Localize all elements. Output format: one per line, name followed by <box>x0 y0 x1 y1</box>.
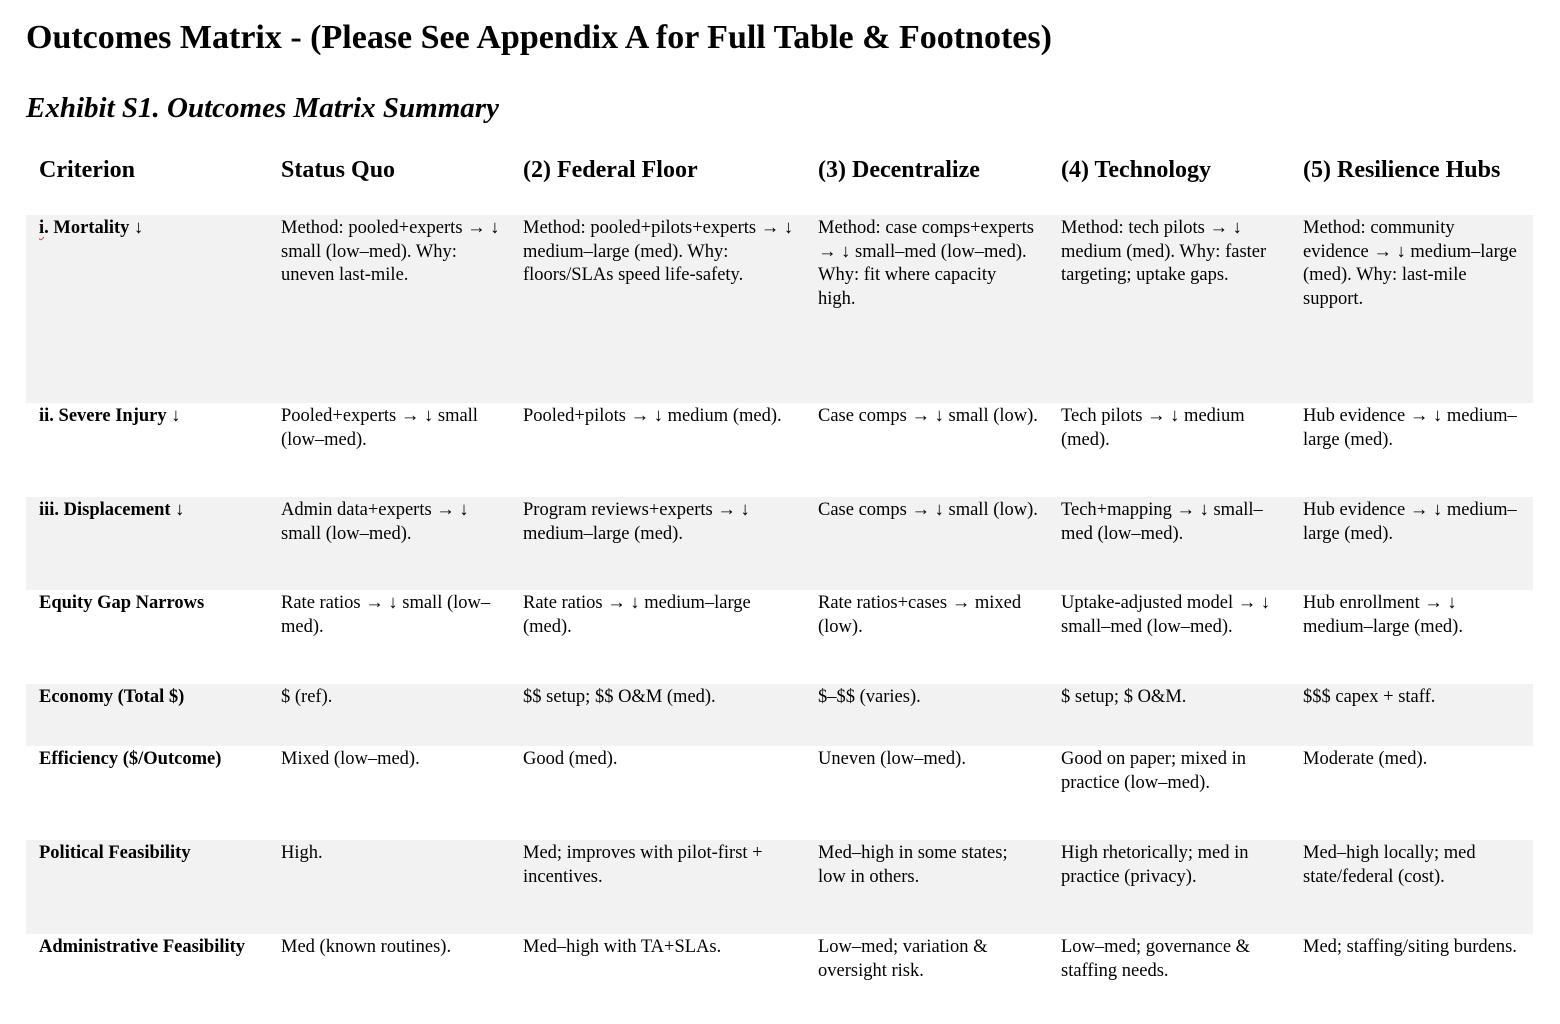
table-cell: Pooled+experts → ↓ small (low–med). <box>281 406 478 450</box>
table-cell: Method: pooled+experts → ↓ small (low–med). Why: uneven last-mile. <box>268 215 510 403</box>
table-cell: Tech pilots → ↓ medium (med). <box>1061 406 1245 450</box>
table-cell: Method: pooled+pilots+experts → ↓ medium–large (med). Why: floors/SLAs speed life-safety. <box>510 215 805 403</box>
table-row <box>26 840 1533 934</box>
header-federal-floor: (2) Federal Floor <box>523 157 698 183</box>
table-cell: Med–high in some states; low in others. <box>805 840 1048 934</box>
table-cell: $$ setup; $$ O&M (med). <box>510 684 805 746</box>
outcomes-matrix-table <box>26 140 1533 1014</box>
table-cell: Hub evidence → ↓ medium–large (med). <box>1290 497 1533 590</box>
spacer-row <box>26 201 1533 215</box>
table-cell: Method: community evidence → ↓ medium–large (med). Why: last-mile support. <box>1290 215 1533 403</box>
table-cell: Rate ratios → ↓ small (low–med). <box>281 593 491 637</box>
criterion-text: . Mortality ↓ <box>44 218 144 238</box>
criterion-cell: ii. Severe Injury ↓ <box>39 406 181 426</box>
table-row <box>26 746 1533 840</box>
table-cell: Rate ratios+cases → mixed (low). <box>818 593 1022 637</box>
table-cell: Tech+mapping → ↓ small–med (low–med). <box>1048 497 1290 590</box>
table-cell: $ setup; $ O&M. <box>1048 684 1290 746</box>
table-row <box>26 590 1533 684</box>
table-row <box>26 934 1533 1014</box>
table-cell: Rate ratios → ↓ medium–large (med). <box>523 593 751 637</box>
table-cell: Case comps → ↓ small (low). <box>805 497 1048 590</box>
table-cell: Med; improves with pilot-first + incentives. <box>510 840 805 934</box>
criterion-cell: Political Feasibility <box>26 840 268 934</box>
table-header-row <box>26 140 1533 201</box>
table-cell: Good on paper; mixed in practice (low–med). <box>1061 749 1246 793</box>
spellcheck-flagged-text: i <box>39 218 45 238</box>
table-row <box>26 684 1533 746</box>
table-cell: Uneven (low–med). <box>818 749 966 769</box>
table-cell: High rhetorically; med in practice (privacy). <box>1048 840 1290 934</box>
table-cell: Med; staffing/siting burdens. <box>1303 937 1517 957</box>
table-cell: Pooled+pilots → ↓ medium (med). <box>523 406 782 426</box>
table-cell: $ (ref). <box>268 684 510 746</box>
table-row <box>26 403 1533 497</box>
criterion-cell: Equity Gap Narrows <box>39 593 205 613</box>
table-cell: $$$ capex + staff. <box>1290 684 1533 746</box>
table-row <box>26 215 1533 403</box>
table-cell: Good (med). <box>523 749 618 769</box>
header-decentralize: (3) Decentralize <box>818 157 980 183</box>
table-cell: Low–med; governance & staffing needs. <box>1061 937 1251 981</box>
header-status-quo: Status Quo <box>281 157 396 183</box>
table-cell: $–$$ (varies). <box>805 684 1048 746</box>
criterion-cell: iii. Displacement ↓ <box>26 497 268 590</box>
table-cell: Case comps → ↓ small (low). <box>818 406 1038 426</box>
table-cell: Mixed (low–med). <box>281 749 420 769</box>
table-cell: Med (known routines). <box>281 937 452 957</box>
page-title: Outcomes Matrix - (Please See Appendix A for Full Table & Footnotes) <box>26 19 1052 56</box>
table-cell: Method: tech pilots → ↓ medium (med). Why: faster targeting; uptake gaps. <box>1048 215 1290 403</box>
table-cell: Uptake-adjusted model → ↓ small–med (low–med). <box>1061 593 1271 637</box>
spacer-cell <box>26 201 1533 215</box>
table-cell: Method: case comps+experts → ↓ small–med (low–med). Why: fit where capacity high. <box>805 215 1048 403</box>
criterion-cell: Economy (Total $) <box>26 684 268 746</box>
table-cell: Hub enrollment → ↓ medium–large (med). <box>1303 593 1463 637</box>
table-cell: Moderate (med). <box>1303 749 1428 769</box>
table-cell: Med–high with TA+SLAs. <box>523 937 722 957</box>
criterion-cell <box>26 215 268 403</box>
criterion-cell: Efficiency ($/Outcome) <box>39 749 222 769</box>
criterion-cell: Administrative Feasibility <box>39 937 246 957</box>
table-row <box>26 497 1533 590</box>
table-cell: Admin data+experts → ↓ small (low–med). <box>268 497 510 590</box>
header-resilience-hubs: (5) Resilience Hubs <box>1303 157 1501 183</box>
table-cell: Low–med; variation & oversight risk. <box>818 937 988 981</box>
table-cell: Program reviews+experts → ↓ medium–large (med). <box>510 497 805 590</box>
table-cell: Hub evidence → ↓ medium–large (med). <box>1303 406 1517 450</box>
table-cell: Med–high locally; med state/federal (cost). <box>1290 840 1533 934</box>
table-cell: High. <box>268 840 510 934</box>
header-technology: (4) Technology <box>1061 157 1212 183</box>
header-criterion: Criterion <box>39 157 135 183</box>
exhibit-title: Exhibit S1. Outcomes Matrix Summary <box>26 92 499 124</box>
